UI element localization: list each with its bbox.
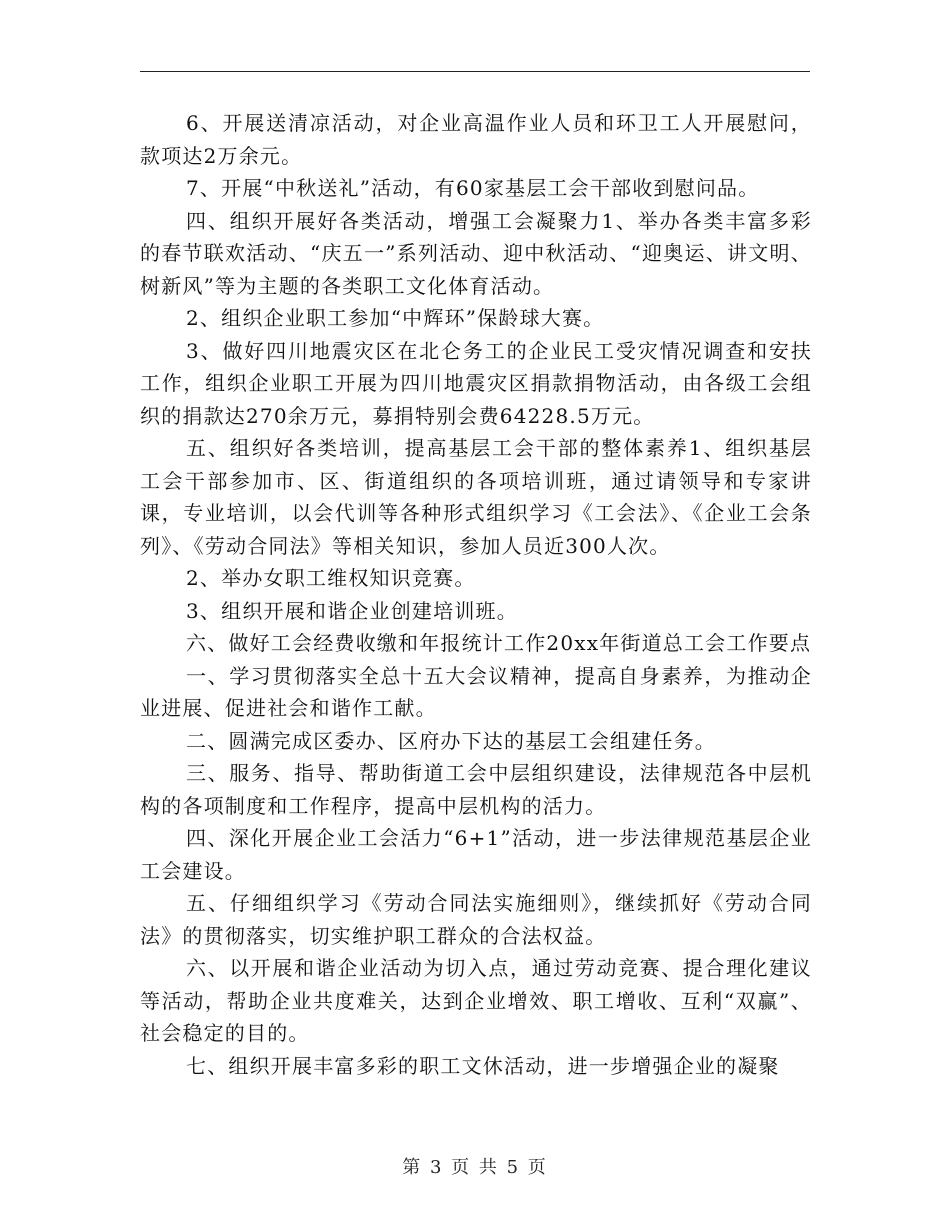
paragraph: 五、组织好各类培训，提高基层工会干部的整体素养1、组织基层工会干部参加市、区、街道组织的各项培训班，通过请领导和专家讲课，专业培训，以会代训等各种形式组织学习《工会法》、《企业工会条列》、《劳动合同法》等相关知识，参加人员近300人次。 — [140, 436, 812, 558]
paragraph: 2、组织企业职工参加“中辉环”保龄球大赛。 — [186, 306, 605, 330]
paragraph: 3、组织开展和谐企业创建培训班。 — [186, 598, 518, 623]
paragraph: 五、仔细组织学习《劳动合同法实施细则》，继续抓好《劳动合同法》的贯彻落实，切实维护职工群众的合法权益。 — [140, 891, 812, 948]
page-number: 第 3 页 共 5 页 — [402, 1157, 548, 1178]
paragraph: 二、圆满完成区委办、区府办下达的基层工会组建任务。 — [186, 728, 716, 753]
paragraph: 2、举办女职工维权知识竞赛。 — [186, 566, 476, 590]
paragraph: 六、以开展和谐企业活动为切入点，通过劳动竞赛、提合理化建议等活动，帮助企业共度难关，达到企业增效、职工增收、互利“双赢”、社会稳定的目的。 — [140, 956, 812, 1045]
paragraph: 一、学习贯彻落实全总十五大会议精神，提高自身素养，为推动企业进展、促进社会和谐作工献。 — [140, 663, 812, 720]
paragraph: 3、做好四川地震灾区在北仑务工的企业民工受灾情况调查和安扶工作，组织企业职工开展为四川地震灾区捐款捐物活动，由各级工会组织的捐款达270余万元，募捐特别会费64228.5万元。 — [140, 338, 812, 428]
paragraph: 三、服务、指导、帮助街道工会中层组织建设，法律规范各中层机构的各项制度和工作程序，提高中层机构的活力。 — [140, 761, 812, 818]
header-divider — [140, 71, 810, 72]
paragraph: 6、开展送清凉活动，对企业高温作业人员和环卫工人开展慰问，款项达2万余元。 — [140, 111, 812, 168]
paragraph: 六、做好工会经费收缴和年报统计工作20xx年街道总工会工作要点 — [186, 631, 812, 655]
paragraph: 7、开展“中秋送礼”活动，有60家基层工会干部收到慰问品。 — [186, 176, 760, 200]
paragraph: 四、深化开展企业工会活力“6+1”活动，进一步法律规范基层企业工会建设。 — [140, 826, 812, 883]
document-body — [140, 107, 812, 1082]
paragraph: 七、组织开展丰富多彩的职工文休活动，进一步增强企业的凝聚 — [186, 1053, 780, 1078]
paragraph: 四、组织开展好各类活动，增强工会凝聚力1、举办各类丰富多彩的春节联欢活动、“庆五一”系列活动、迎中秋活动、“迎奥运、讲文明、树新风”等为主题的各类职工文化体育活动。 — [140, 208, 812, 298]
